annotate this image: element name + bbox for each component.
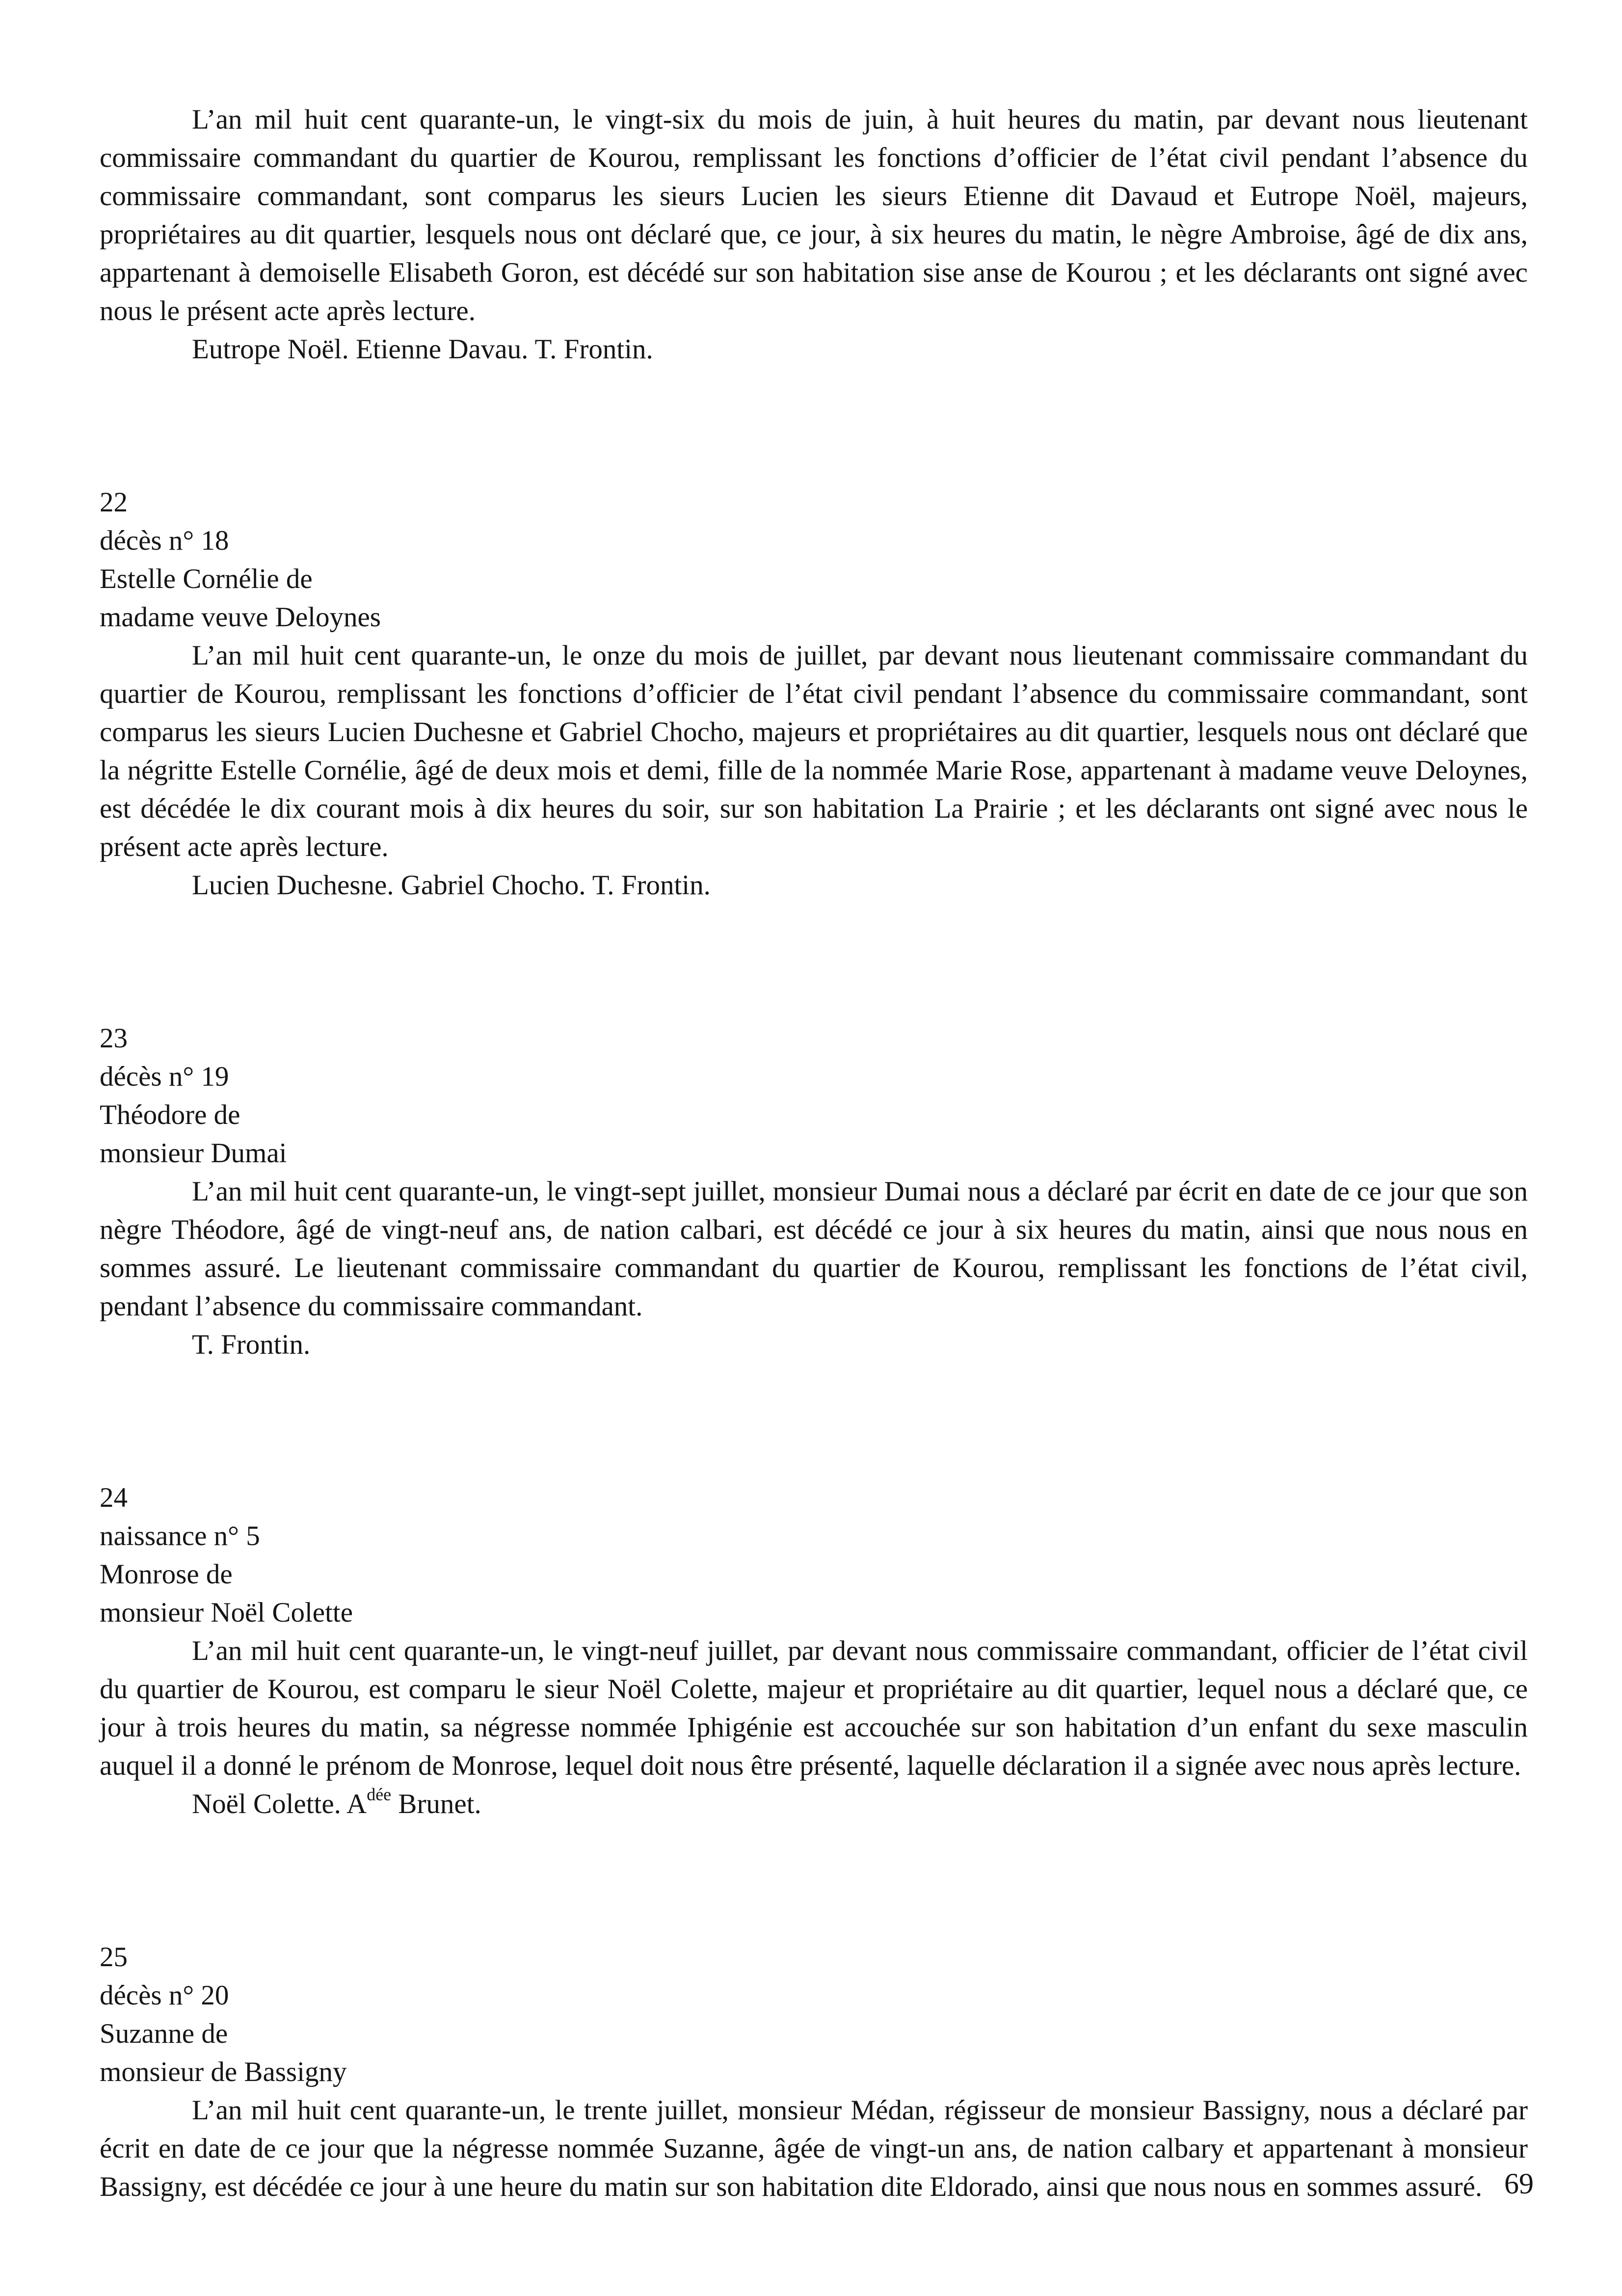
act-text: L’an mil huit cent quarante-un, le onze du mois de juillet, par devant nous lieutenant commissaire commandant du quartier de Kourou, remplissant les fonctions d’officier de l’état civil pendant l’absence du commissaire commandant, sont comparus les sieurs Lucien Duchesne et Gabriel Chocho, majeurs et propriétaires au dit quartier, lesquels nous ont déclaré que la négritte Estelle Cornélie, âgé de deux mois et demi, fille de la nommée Marie Rose, appartenant à madame veuve Deloynes, est décédée le dix courant mois à dix heures du soir, sur son habitation La Prairie ; et les déclarants ont signé avec nous le présent acte après lecture. <box>100 640 1528 862</box>
page-number: 69 <box>1504 2167 1534 2200</box>
act-number: 25 <box>100 1942 128 1973</box>
act-text: L’an mil huit cent quarante-un, le vingt-sept juillet, monsieur Dumai nous a déclaré par écrit en date de ce jour que son nègre Théodore, âgé de vingt-neuf ans, de nation calbari, est décédé ce jour à six heures du matin, ainsi que nous nous en sommes assuré. Le lieutenant commissaire commandant du quartier de Kourou, remplissant les fonctions de l’état civil, pendant l’absence du commissaire commandant. <box>100 1176 1528 1322</box>
spacer <box>100 369 1528 483</box>
signature-part: Brunet. <box>391 1789 481 1819</box>
act-signatures <box>100 1785 1528 1823</box>
act-type: naissance n° 5 <box>100 1521 260 1551</box>
act-signatures: Eutrope Noël. Etienne Davau. T. Frontin. <box>192 334 653 365</box>
act-subject-name: Estelle Cornélie de <box>100 563 313 594</box>
act-signatures: T. Frontin. <box>192 1329 311 1360</box>
act-owner: madame veuve Deloynes <box>100 602 381 633</box>
act-text: L’an mil huit cent quarante-un, le trente juillet, monsieur Médan, régisseur de monsieur Bassigny, nous a déclaré par écrit en date de ce jour que la négresse nommée Suzanne, âgée de vingt-un ans, de nation calbary et appartenant à monsieur Bassigny, est décédée ce jour à une heure du matin sur son habitation dite Eldorado, ainsi que nous nous en sommes assuré. <box>100 2095 1528 2202</box>
act-number: 22 <box>100 487 128 518</box>
act-type: décès n° 18 <box>100 525 229 556</box>
act-entry-22 <box>100 483 1528 905</box>
act-entry-23 <box>100 1019 1528 1364</box>
act-number: 23 <box>100 1023 128 1054</box>
intro-act <box>100 101 1528 369</box>
act-entry-24 <box>100 1479 1528 1823</box>
act-text: L’an mil huit cent quarante-un, le vingt-neuf juillet, par devant nous commissaire commandant, officier de l’état civil du quartier de Kourou, est comparu le sieur Noël Colette, majeur et propriétaire au dit quartier, lequel nous a déclaré que, ce jour à trois heures du matin, sa négresse nommée Iphigénie est accouchée sur son habitation d’un enfant du sexe masculin auquel il a donné le prénom de Monrose, lequel doit nous être présenté, laquelle déclaration il a signée avec nous après lecture. <box>100 1635 1528 1781</box>
act-entry-25 <box>100 1938 1528 2206</box>
act-subject-name: Suzanne de <box>100 2018 228 2049</box>
signature-superscript: dée <box>367 1785 392 1804</box>
spacer <box>100 1364 1528 1479</box>
act-subject-name: Théodore de <box>100 1099 240 1130</box>
act-type: décès n° 19 <box>100 1061 229 1092</box>
document-page <box>100 101 1528 2206</box>
act-owner: monsieur de Bassigny <box>100 2056 347 2087</box>
spacer <box>100 905 1528 1019</box>
act-text: L’an mil huit cent quarante-un, le vingt-six du mois de juin, à huit heures du matin, par devant nous lieutenant commissaire commandant du quartier de Kourou, remplissant les fonctions d’officier de l’état civil pendant l’absence du commissaire commandant, sont comparus les sieurs Lucien les sieurs Etienne dit Davaud et Eutrope Noël, majeurs, propriétaires au dit quartier, lesquels nous ont déclaré que, ce jour, à six heures du matin, le nègre Ambroise, âgé de dix ans, appartenant à demoiselle Elisabeth Goron, est décédé sur son habitation sise anse de Kourou ; et les déclarants ont signé avec nous le présent acte après lecture. <box>100 104 1528 326</box>
act-number: 24 <box>100 1482 128 1513</box>
spacer <box>100 1823 1528 1938</box>
signature-part: Noël Colette. A <box>192 1789 367 1819</box>
act-type: décès n° 20 <box>100 1980 229 2011</box>
act-signatures: Lucien Duchesne. Gabriel Chocho. T. Frontin. <box>192 870 711 901</box>
act-owner: monsieur Noël Colette <box>100 1597 353 1628</box>
act-subject-name: Monrose de <box>100 1559 233 1590</box>
act-owner: monsieur Dumai <box>100 1138 287 1169</box>
